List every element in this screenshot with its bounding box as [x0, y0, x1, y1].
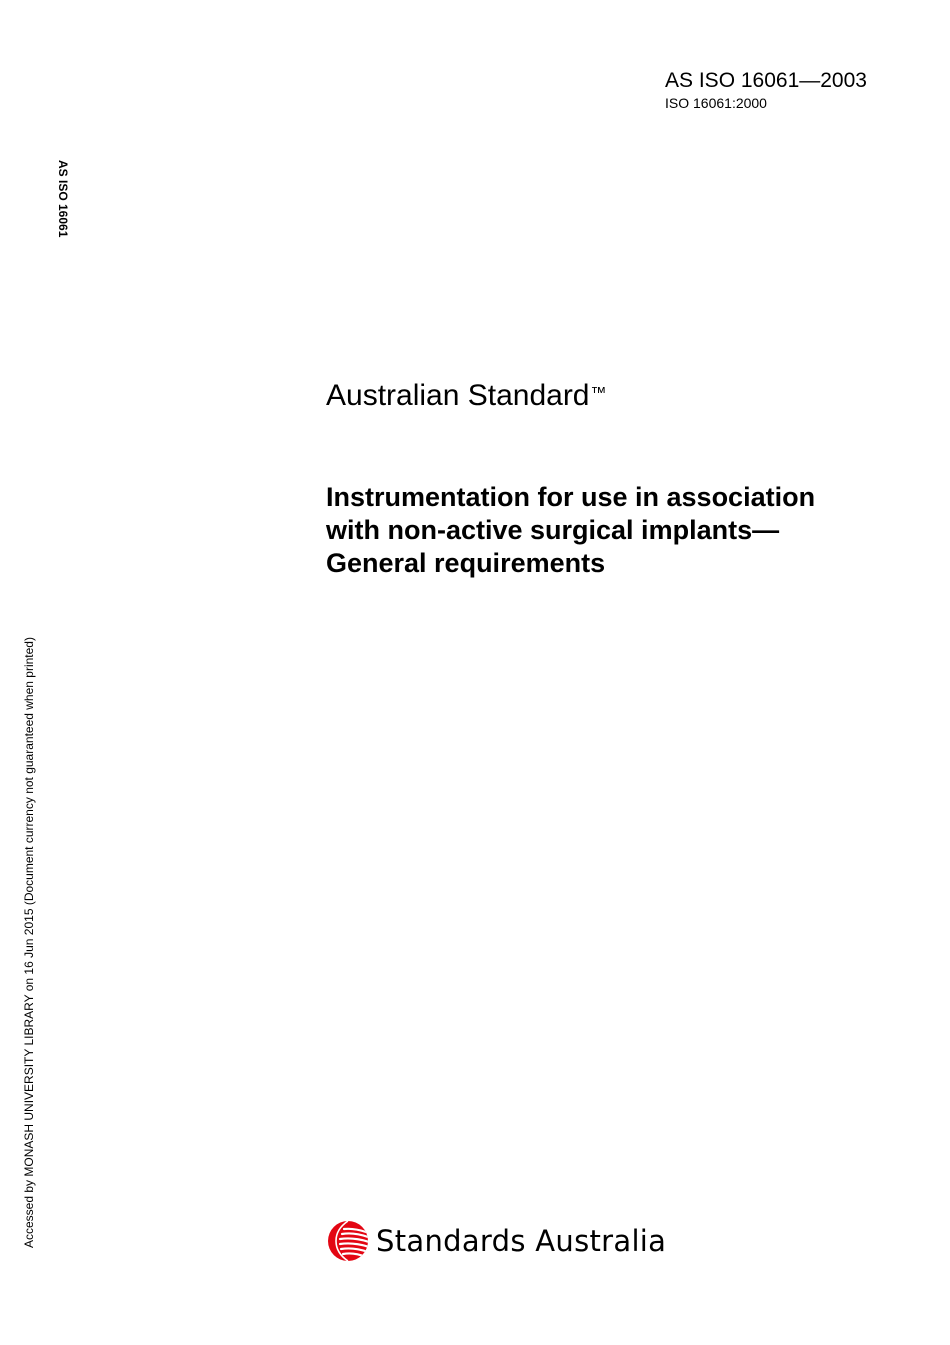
- spine-label: AS ISO 16061: [56, 160, 70, 238]
- title-line-1: Instrumentation for use in association: [326, 482, 816, 512]
- series-title: [326, 378, 607, 414]
- publisher-name: Standards Australia: [376, 1224, 667, 1258]
- document-title: [326, 481, 906, 580]
- title-line-3: General requirements: [326, 548, 606, 578]
- standards-australia-globe-icon: [326, 1219, 370, 1263]
- series-title-text: Australian Standard: [326, 379, 590, 412]
- iso-number: ISO 16061:2000: [665, 95, 767, 111]
- access-note: Accessed by MONASH UNIVERSITY LIBRARY on 16 Jun 2015 (Document currency not guaranteed when printed): [22, 637, 36, 1248]
- title-line-2: with non-active surgical implants—: [326, 515, 780, 545]
- trademark-symbol: ™: [590, 385, 607, 402]
- publisher-logo: [326, 1218, 666, 1264]
- standard-number: AS ISO 16061—2003: [665, 69, 867, 92]
